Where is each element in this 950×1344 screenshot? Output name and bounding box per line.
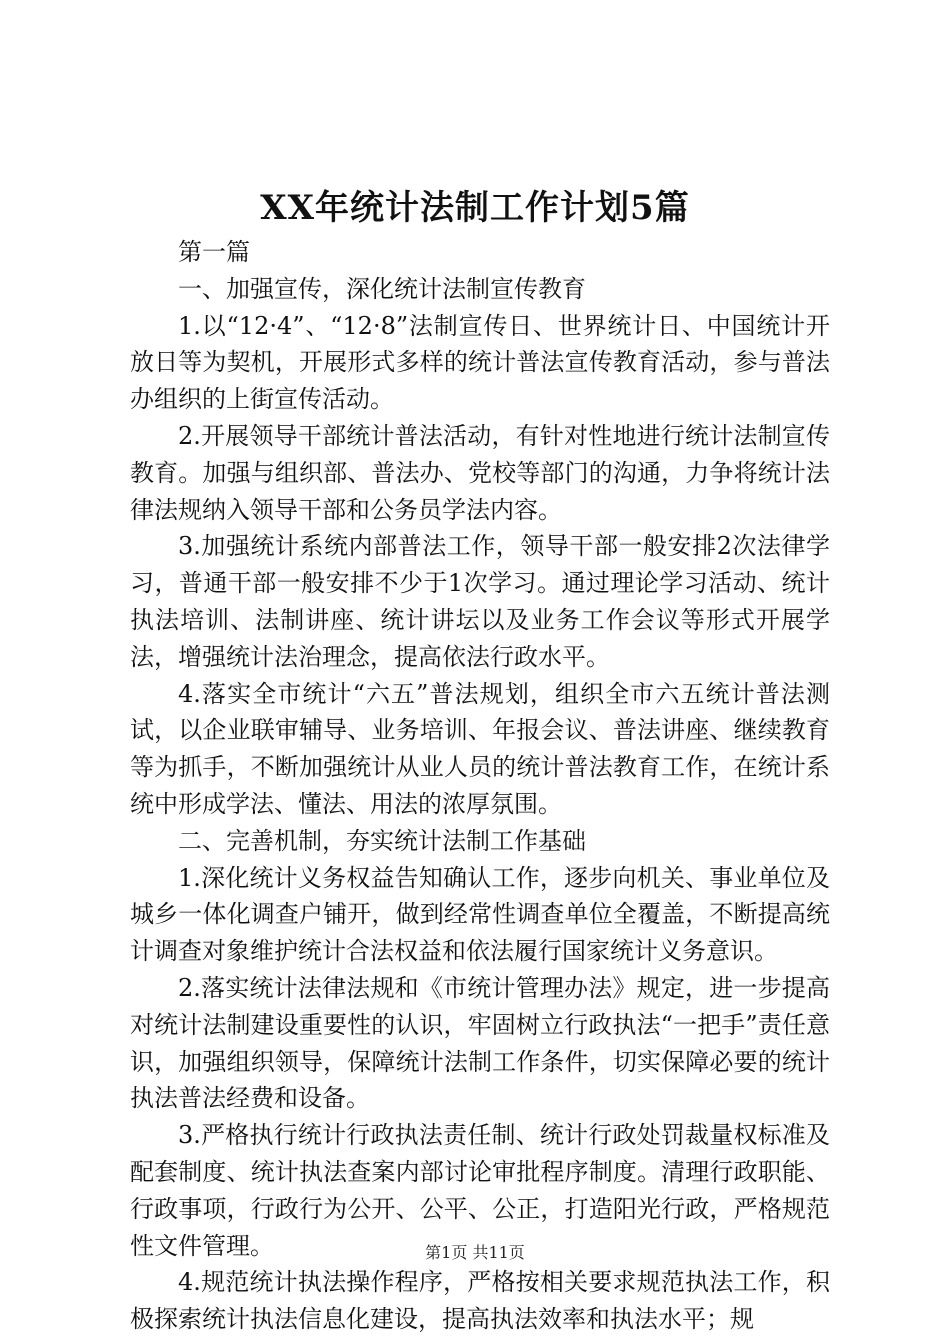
page-footer: 第1页 共11页 xyxy=(425,1243,525,1262)
paragraph: 2.落实统计法律法规和《市统计管理办法》规定，进一步提高对统计法制建设重要性的认识，牢固树立行政执法“一把手”责任意识，加强组织领导，保障统计法制工作条件，切实保障必要的统计执法普法经费和设备。 xyxy=(130,973,830,1113)
paragraph: 3.加强统计系统内部普法工作，领导干部一般安排2次法律学习，普通干部一般安排不少于1次学习。通过理论学习活动、统计执法培训、法制讲座、统计讲坛以及业务工作会议等形式开展学法，增强统计法治理念，提高依法行政水平。 xyxy=(130,532,830,671)
section-heading-1: 一、加强宣传，深化统计法制宣传教育 xyxy=(178,274,586,303)
document-title: XX年统计法制工作计划5篇 xyxy=(260,188,690,228)
paragraph: 2.开展领导干部统计普法活动，有针对性地进行统计法制宣传教育。加强与组织部、普法办、党校等部门的沟通，力争将统计法律法规纳入领导干部和公务员学法内容。 xyxy=(130,421,830,524)
section-label: 第一篇 xyxy=(178,238,250,266)
paragraph: 4.规范统计执法操作程序，严格按相关要求规范执法工作，积极探索统计执法信息化建设，提高执法效率和执法水平；规 xyxy=(130,1268,830,1334)
section-heading-2: 二、完善机制，夯实统计法制工作基础 xyxy=(178,826,586,855)
document-body xyxy=(130,234,830,1338)
paragraph: 1.以“12·4”、“12·8”法制宣传日、世界统计日、中国统计开放日等为契机，开展形式多样的统计普法宣传教育活动，参与普法办组织的上街宣传活动。 xyxy=(130,311,830,414)
paragraph: 3.严格执行统计行政执法责任制、统计行政处罚裁量权标准及配套制度、统计执法查案内部讨论审批程序制度。清理行政职能、行政事项，行政行为公开、公平、公正，打造阳光行政，严格规范性文件管理。 xyxy=(130,1121,830,1260)
paragraph: 1.深化统计义务权益告知确认工作，逐步向机关、事业单位及城乡一体化调查户铺开，做到经常性调查单位全覆盖，不断提高统计调查对象维护统计合法权益和依法履行国家统计义务意识。 xyxy=(130,863,830,966)
paragraph: 4.落实全市统计“六五”普法规划，组织全市六五统计普法测试，以企业联审辅导、业务培训、年报会议、普法讲座、继续教育等为抓手，不断加强统计从业人员的统计普法教育工作，在统计系统中形成学法、懂法、用法的浓厚氛围。 xyxy=(130,679,830,818)
